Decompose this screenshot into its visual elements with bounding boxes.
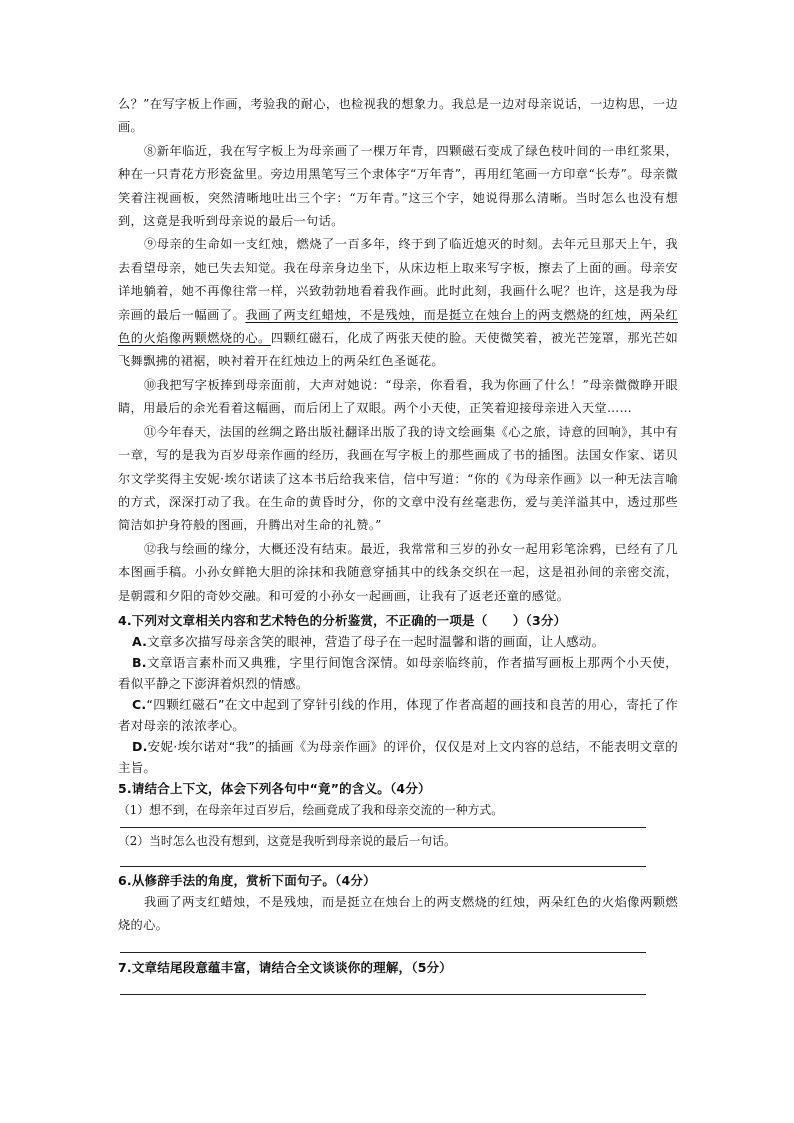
question-5-sentence-1: （1）想不到，在母亲年过百岁后，绘画竟成了我和母亲交流的一种方式。 xyxy=(118,802,504,817)
answer-line-7[interactable] xyxy=(120,994,646,995)
question-4-option-b[interactable]: B.文章语言素朴而又典雅，字里行间饱含深情。如母亲临终前，作者描写画板上那两个小天使，看似平静之下澎湃着炽烈的情感。 xyxy=(118,654,678,691)
paragraph-12: ⑫我与绘画的缘分，大概还没有结束。最近，我常常和三岁的孙女一起用彩笔涂鸦，已经有了几本图画手稿。小孙女鲜艳大胆的涂抹和我随意穿插其中的线条交织在一起，这是祖孙间的亲密交流，是朝霞和夕阳的奇妙交融。和可爱的小孙女一起画画，让我有了返老还童的感觉。 xyxy=(118,541,678,603)
answer-line-5-2[interactable] xyxy=(120,866,646,867)
question-4-option-a[interactable]: A.文章多次描写母亲含笑的眼神，营造了母子在一起时温馨和谐的画面，让人感动。 xyxy=(132,633,605,649)
paragraph-9 xyxy=(118,233,678,373)
passage-continuation: 么？”在写字板上作画，考验我的耐心，也检视我的想象力。我总是一边对母亲说话，一边构思，一边画。 xyxy=(118,97,678,135)
question-7-stem: 7.文章结尾段意蕴丰富，请结合全文谈谈你的理解，（5分） xyxy=(118,959,452,975)
paragraph-11: ⑪今年春天，法国的丝绸之路出版社翻译出版了我的诗文绘画集《心之旅，诗意的回响》，其中有一章，写的是我为百岁母亲作画的经历，我画在写字板上的那些画成了书的插图。法国女作家、诺贝尔文学奖得主安妮·埃尔诺读了这本书后给我来信，信中写道：“你的《为母亲作画》以一种无法言喻的方式，深深打动了我。在生命的黄昏时分，你的文章中没有丝毫悲伤，爱与美洋溢其中，透过那些简洁如护身符般的图画，升腾出对生命的礼赞。” xyxy=(118,424,678,533)
paragraph-9-underlined-sentence: 我画了两支红蜡烛，不是残烛，而是挺立在烛台上的两支燃烧的红烛，两朵红色的火焰像两颗燃烧的心。 xyxy=(118,307,679,346)
question-5-sentence-2: （2）当时怎么也没有想到，这竟是我听到母亲说的最后一句话。 xyxy=(118,833,456,848)
paragraph-9-part-b: 四颗红磁石，化成了两张天使的脸。天使微笑着，被光芒笼罩，那光芒如飞舞飘拂的裙裾，映衬着开在红烛边上的两朵红色圣诞花。 xyxy=(118,331,678,369)
paragraph-9-part-a: ⑨母亲的生命如一支红烛，燃烧了一百多年，终于到了临近熄灭的时刻。去年元旦那天上午，我去看望母亲，她已失去知觉。我在母亲身边坐下，从床边柜上取来写字板，擦去了上面的画。母亲安详地躺着，她不再像往常一样，兴致勃勃地看着我作画。此时此刻，我画什么呢？也许，这是我为母亲画的最后一幅画了。 xyxy=(118,237,678,322)
answer-line-5-1[interactable] xyxy=(120,827,646,828)
question-4-option-d[interactable]: D.安妮·埃尔诺对“我”的插画《为母亲作画》的评价，仅仅是对上文内容的总结，不能表明文章的主旨。 xyxy=(118,738,678,775)
question-4-stem: 4.下列对文章相关内容和艺术特色的分析鉴赏，不正确的一项是（ ）（3分） xyxy=(118,612,567,628)
question-5-stem: 5.请结合上下文，体会下列各句中“竟”的含义。（4分） xyxy=(118,780,431,796)
question-4-option-c[interactable]: C.“四颗红磁石”在文中起到了穿针引线的作用，体现了作者高超的画技和良苦的用心，寄托了作者对母亲的浓浓孝心。 xyxy=(118,696,678,733)
paragraph-8: ⑧新年临近，我在写字板上为母亲画了一棵万年青，四颗磁石变成了绿色枝叶间的一串红浆果，种在一只青花方形瓷盆里。旁边用黑笔写三个隶体字“万年青”，再用红笔画一方印章“长寿”。母亲微笑着注视画板，突然清晰地吐出三个字：“万年青。”这三个字，她说得那么清晰。当时怎么也没有想到，这竟是我听到母亲说的最后一句话。 xyxy=(118,143,678,229)
paragraph-10: ⑩我把写字板捧到母亲面前，大声对她说：“母亲，你看看，我为你画了什么！”母亲微微睁开眼睛，用最后的余光看着这幅画，而后闭上了双眼。两个小天使，正笑着迎接母亲进入天堂…… xyxy=(118,377,678,416)
answer-line-6[interactable] xyxy=(120,952,646,953)
question-6-stem: 6.从修辞手法的角度，赏析下面句子。（4分） xyxy=(118,872,376,888)
exam-page xyxy=(118,93,678,995)
question-6-sentence: 我画了两支红蜡烛，不是残烛，而是挺立在烛台上的两支燃烧的红烛，两朵红色的火焰像两颗燃烧的心。 xyxy=(118,894,678,933)
